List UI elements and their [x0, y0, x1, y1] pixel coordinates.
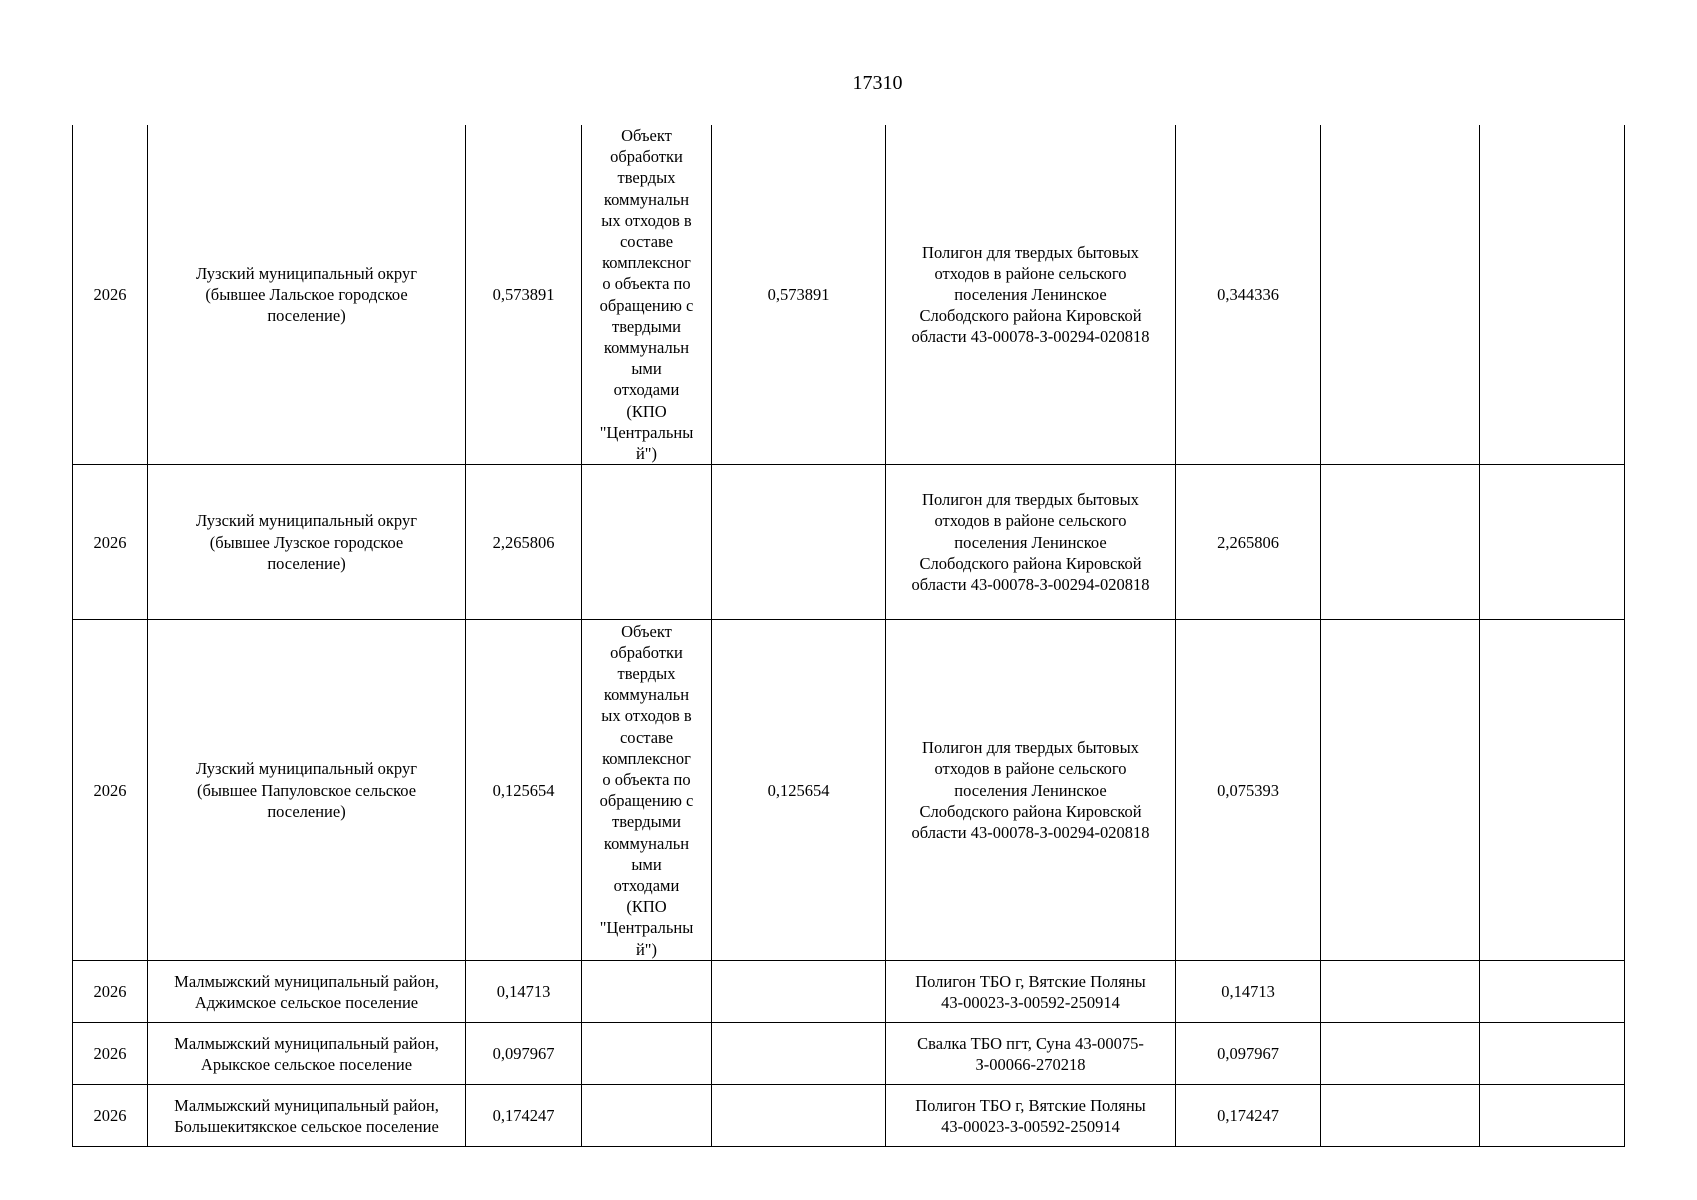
empty-cell [1480, 465, 1625, 620]
total-volume-cell: 0,097967 [466, 1023, 582, 1085]
processing-volume-cell [712, 1085, 886, 1147]
total-volume-cell: 0,125654 [466, 620, 582, 961]
table-row [73, 465, 1625, 620]
disposal-volume-cell: 0,097967 [1176, 1023, 1321, 1085]
processing-volume-cell [712, 465, 886, 620]
empty-cell [1321, 1023, 1480, 1085]
empty-cell [1321, 125, 1480, 465]
processing-volume-cell [712, 961, 886, 1023]
empty-cell [1321, 1085, 1480, 1147]
disposal-site-cell: Полигон ТБО г, Вятские Поляны 43-00023-З-00592-250914 [886, 1085, 1176, 1147]
year-cell: 2026 [73, 1085, 148, 1147]
table-row [73, 1023, 1625, 1085]
total-volume-cell: 0,573891 [466, 125, 582, 465]
processing-facility-cell [582, 1085, 712, 1147]
year-cell: 2026 [73, 961, 148, 1023]
empty-cell [1480, 1023, 1625, 1085]
processing-facility-cell [582, 961, 712, 1023]
table-row [73, 1085, 1625, 1147]
year-cell: 2026 [73, 125, 148, 465]
processing-volume-cell [712, 1023, 886, 1085]
municipality-cell: Лузский муниципальный округ (бывшее Папуловское сельское поселение) [148, 620, 466, 961]
processing-facility-cell [582, 1023, 712, 1085]
disposal-volume-cell: 0,344336 [1176, 125, 1321, 465]
disposal-site-cell: Полигон ТБО г, Вятские Поляны 43-00023-З-00592-250914 [886, 961, 1176, 1023]
processing-volume-cell: 0,125654 [712, 620, 886, 961]
empty-cell [1480, 620, 1625, 961]
total-volume-cell: 0,174247 [466, 1085, 582, 1147]
empty-cell [1321, 961, 1480, 1023]
disposal-site-cell: Полигон для твердых бытовых отходов в районе сельского поселения Ленинское Слободского района Кировской области 43-00078-З-00294-020818 [886, 465, 1176, 620]
disposal-site-cell: Полигон для твердых бытовых отходов в районе сельского поселения Ленинское Слободского района Кировской области 43-00078-З-00294-020818 [886, 620, 1176, 961]
table-row [73, 620, 1625, 961]
table-row [73, 961, 1625, 1023]
municipality-cell: Малмыжский муниципальный район, Большекитякское сельское поселение [148, 1085, 466, 1147]
processing-volume-cell: 0,573891 [712, 125, 886, 465]
empty-cell [1480, 961, 1625, 1023]
municipality-cell: Малмыжский муниципальный район, Арыкское сельское поселение [148, 1023, 466, 1085]
processing-facility-cell [582, 465, 712, 620]
table-row [73, 125, 1625, 465]
municipality-cell: Лузский муниципальный округ (бывшее Лузское городское поселение) [148, 465, 466, 620]
processing-facility-cell: Объект обработки твердых коммунальн ых отходов в составе комплексног о объекта по обращению с твердыми коммунальн ыми отходами (КПО "Центральны й") [582, 125, 712, 465]
processing-facility-cell: Объект обработки твердых коммунальн ых отходов в составе комплексног о объекта по обращению с твердыми коммунальн ыми отходами (КПО "Центральны й") [582, 620, 712, 961]
empty-cell [1321, 465, 1480, 620]
disposal-volume-cell: 0,14713 [1176, 961, 1321, 1023]
year-cell: 2026 [73, 620, 148, 961]
waste-flow-table [72, 125, 1625, 1147]
disposal-volume-cell: 0,075393 [1176, 620, 1321, 961]
disposal-volume-cell: 2,265806 [1176, 465, 1321, 620]
municipality-cell: Малмыжский муниципальный район, Аджимское сельское поселение [148, 961, 466, 1023]
total-volume-cell: 0,14713 [466, 961, 582, 1023]
disposal-site-cell: Свалка ТБО пгт, Суна 43-00075- З-00066-270218 [886, 1023, 1176, 1085]
empty-cell [1321, 620, 1480, 961]
total-volume-cell: 2,265806 [466, 465, 582, 620]
empty-cell [1480, 125, 1625, 465]
disposal-site-cell: Полигон для твердых бытовых отходов в районе сельского поселения Ленинское Слободского района Кировской области 43-00078-З-00294-020818 [886, 125, 1176, 465]
year-cell: 2026 [73, 465, 148, 620]
disposal-volume-cell: 0,174247 [1176, 1085, 1321, 1147]
municipality-cell: Лузский муниципальный округ (бывшее Лальское городское поселение) [148, 125, 466, 465]
year-cell: 2026 [73, 1023, 148, 1085]
empty-cell [1480, 1085, 1625, 1147]
page-number: 17310 [852, 72, 903, 94]
